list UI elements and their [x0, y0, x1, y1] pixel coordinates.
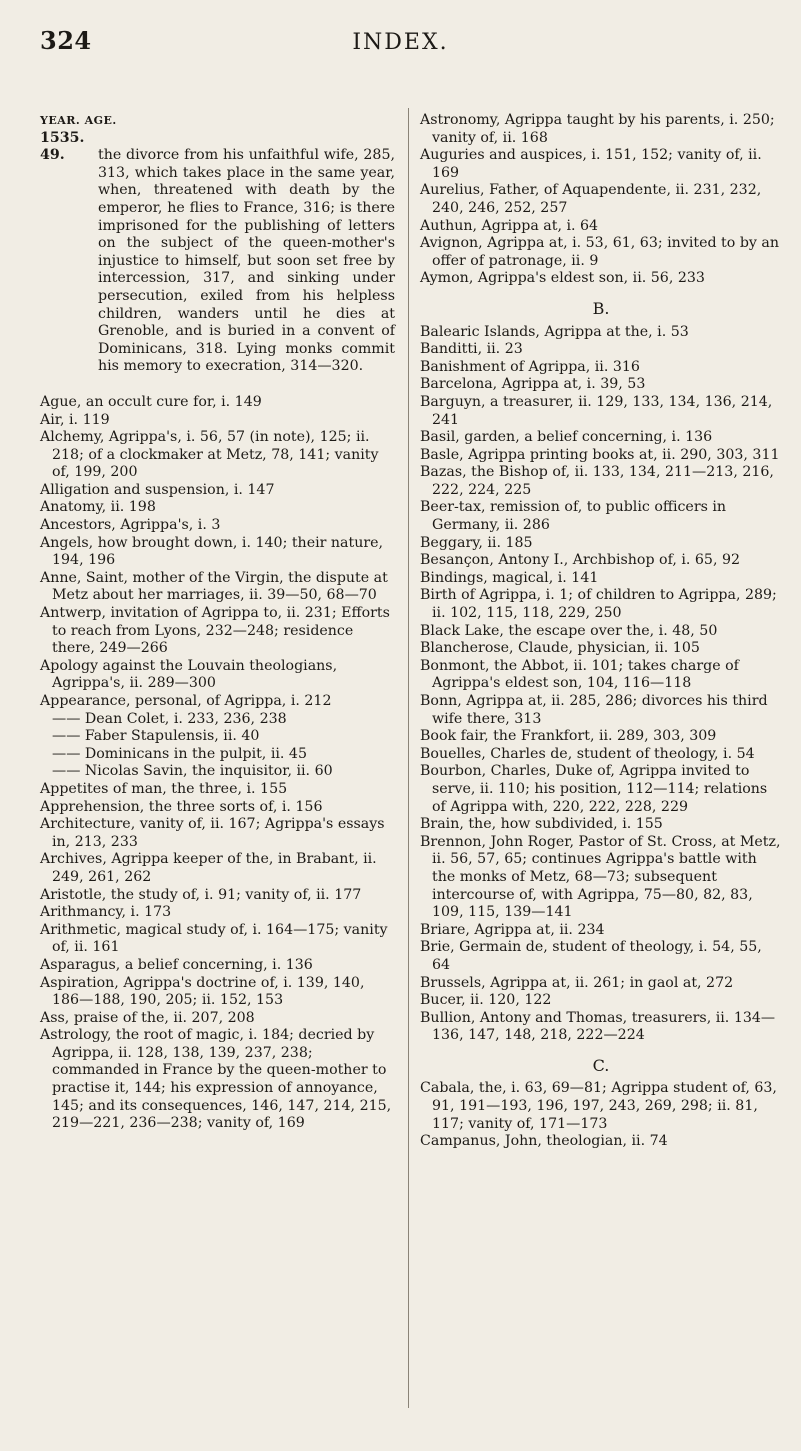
- index-entry: Banditti, ii. 23: [420, 341, 523, 358]
- index-entry: Briare, Agrippa at, ii. 234: [420, 921, 605, 938]
- section-letter: B.: [592, 298, 610, 318]
- index-entry: Apprehension, the three sorts of, i. 156: [40, 798, 323, 815]
- index-entry: Avignon, Agrippa at, i. 53, 61, 63; invited to by an offer of patronage, ii. 9: [420, 235, 780, 269]
- index-entry: Aristotle, the study of, i. 91; vanity of, ii. 177: [40, 886, 362, 903]
- index-entry: Ancestors, Agrippa's, i. 3: [40, 517, 221, 534]
- index-entry: —— Faber Stapulensis, ii. 40: [52, 728, 260, 745]
- index-entry: Anatomy, ii. 198: [40, 499, 156, 516]
- index-entry: Brussels, Agrippa at, ii. 261; in gaol at, 272: [420, 974, 734, 991]
- index-entry: Beer-tax, remission of, to public officers in Germany, ii. 286: [420, 499, 727, 534]
- index-section: [420, 1080, 782, 1150]
- index-section: [420, 112, 782, 288]
- index-entry: —— Dominicans in the pulpit, ii. 45: [52, 745, 307, 762]
- index-entry: Bindings, magical, i. 141: [420, 569, 599, 586]
- index-entry: Banishment of Agrippa, ii. 316: [420, 358, 640, 375]
- index-entry: Arithmetic, magical study of, i. 164—175; vanity of, ii. 161: [40, 921, 388, 956]
- year-text: the divorce from his unfaithful wife, 285, 313, which takes place in the same year, when, threatened with death by the emperor, he flies to France, 316; is there imprisoned for the publishing of letters on the subject of the queen-mother's injustice to himself, but soon set free by intercession, 317, and sinking under persecution, exiled from his helpless children, wanders until he dies at Grenoble, and is buried in a convent of Dominicans, 318. Lying monks commit his memory to execration, 314—320.: [98, 147, 395, 375]
- index-section: [420, 324, 782, 1045]
- column-divider: [408, 108, 409, 1408]
- right-sections: [420, 112, 782, 1151]
- index-entry: Appetites of man, the three, i. 155: [40, 780, 288, 797]
- index-entry: Bourbon, Charles, Duke of, Agrippa invited to serve, ii. 110; his position, 112—114; relations of Agrippa with, 220, 222, 228, 229: [420, 763, 768, 815]
- index-entry: Brain, the, how subdivided, i. 155: [420, 816, 663, 833]
- index-entry: Beggary, ii. 185: [420, 534, 533, 551]
- index-entry: Book fair, the Frankfort, ii. 289, 303, 309: [420, 728, 717, 745]
- index-entry: Astronomy, Agrippa taught by his parents, i. 250; vanity of, ii. 168: [420, 112, 775, 146]
- index-entry: Antwerp, invitation of Agrippa to, ii. 231; Efforts to reach from Lyons, 232—248; residence there, 249—266: [40, 605, 390, 657]
- index-entry: Bazas, the Bishop of, ii. 133, 134, 211—213, 216, 222, 224, 225: [420, 464, 774, 498]
- index-entry: Asparagus, a belief concerning, i. 136: [40, 956, 313, 973]
- index-entry: Bullion, Antony and Thomas, treasurers, ii. 134—136, 147, 148, 218, 222—224: [420, 1009, 776, 1044]
- page-number: 324: [40, 26, 92, 55]
- index-entry: Basil, garden, a belief concerning, i. 136: [420, 429, 713, 446]
- index-entry: Archives, Agrippa keeper of the, in Brabant, ii. 249, 261, 262: [40, 851, 377, 885]
- index-entry: Balearic Islands, Agrippa at the, i. 53: [420, 323, 689, 340]
- index-entry: Alchemy, Agrippa's, i. 56, 57 (in note), 125; ii. 218; of a clockmaker at Metz, 78, 141; vanity of, 199, 200: [40, 429, 379, 481]
- left-column: [40, 112, 395, 1133]
- index-entry: Aymon, Agrippa's eldest son, ii. 56, 233: [420, 270, 705, 287]
- index-entry: Cabala, the, i. 63, 69—81; Agrippa student of, 63, 91, 191—193, 196, 197, 243, 269, 298; ii. 81, 117; vanity of, 171—173: [420, 1080, 777, 1132]
- index-entry: —— Dean Colet, i. 233, 236, 238: [52, 710, 287, 727]
- running-head: INDEX.: [352, 30, 449, 55]
- left-entries: [40, 394, 395, 1133]
- index-entry: Brennon, John Roger, Pastor of St. Cross, at Metz, ii. 56, 57, 65; continues Agrippa's battle with the monks of Metz, 68—73; subsequent intercourse of, with Agrippa, 75—80, 82, 83, 109, 115, 139—141: [420, 833, 781, 921]
- index-entry: Bucer, ii. 120, 122: [420, 992, 552, 1009]
- index-entry: Architecture, vanity of, ii. 167; Agrippa's essays in, 213, 233: [40, 816, 385, 850]
- index-entry: —— Nicolas Savin, the inquisitor, ii. 60: [52, 763, 333, 780]
- index-entry: Bonn, Agrippa at, ii. 285, 286; divorces his third wife there, 313: [420, 693, 768, 727]
- index-entry: Birth of Agrippa, i. 1; of children to Agrippa, 289; ii. 102, 115, 118, 229, 250: [420, 587, 777, 622]
- section-letter: C.: [592, 1055, 610, 1075]
- index-entry: Besançon, Antony I., Archbishop of, i. 65, 92: [420, 552, 741, 569]
- index-entry: Air, i. 119: [40, 411, 110, 428]
- right-column: [420, 112, 782, 1151]
- index-entry: Astrology, the root of magic, i. 184; decried by Agrippa, ii. 128, 138, 139, 237, 238; commanded in France by the queen-mother to practise it, 144; his expression of annoyance, 145; and its consequences, 146, 147, 214, 215, 219—221, 236—238; vanity of, 169: [40, 1027, 392, 1132]
- year-age-heading: YEAR. AGE.: [40, 114, 117, 127]
- index-entry: Auguries and auspices, i. 151, 152; vanity of, ii. 169: [420, 147, 762, 181]
- index-entry: Arithmancy, i. 173: [40, 904, 172, 921]
- index-entry: Angels, how brought down, i. 140; their nature, 194, 196: [40, 534, 384, 569]
- index-entry: Basle, Agrippa printing books at, ii. 290, 303, 311: [420, 446, 780, 463]
- index-entry: Black Lake, the escape over the, i. 48, 50: [420, 622, 718, 639]
- year-label: 1535. 49.: [40, 129, 85, 164]
- index-entry: Bouelles, Charles de, student of theology, i. 54: [420, 745, 755, 762]
- index-entry: Anne, Saint, mother of the Virgin, the dispute at Metz about her marriages, ii. 39—50, 68—70: [40, 569, 388, 604]
- index-entry: Ague, an occult cure for, i. 149: [40, 393, 262, 410]
- index-entry: Aurelius, Father, of Aquapendente, ii. 231, 232, 240, 246, 252, 257: [420, 182, 762, 216]
- index-entry: Alligation and suspension, i. 147: [40, 481, 275, 498]
- index-entry: Barguyn, a treasurer, ii. 129, 133, 134, 136, 214, 241: [420, 393, 773, 428]
- index-entry: Bonmont, the Abbot, ii. 101; takes charge of Agrippa's eldest son, 104, 116—118: [420, 657, 739, 692]
- index-entry: Brie, Germain de, student of theology, i. 54, 55, 64: [420, 939, 762, 973]
- index-entry: Barcelona, Agrippa at, i. 39, 53: [420, 376, 646, 393]
- year-entry: [40, 130, 395, 376]
- index-entry: Appearance, personal, of Agrippa, i. 212: [40, 693, 332, 709]
- index-entry: Blancherose, Claude, physician, ii. 105: [420, 640, 700, 657]
- index-entry: Authun, Agrippa at, i. 64: [420, 217, 599, 234]
- index-entry: Ass, praise of the, ii. 207, 208: [40, 1009, 255, 1026]
- index-entry: Campanus, John, theologian, ii. 74: [420, 1133, 668, 1150]
- index-entry: Aspiration, Agrippa's doctrine of, i. 139, 140, 186—188, 190, 205; ii. 152, 153: [40, 974, 365, 1009]
- index-entry: Apology against the Louvain theologians, Agrippa's, ii. 289—300: [40, 657, 338, 692]
